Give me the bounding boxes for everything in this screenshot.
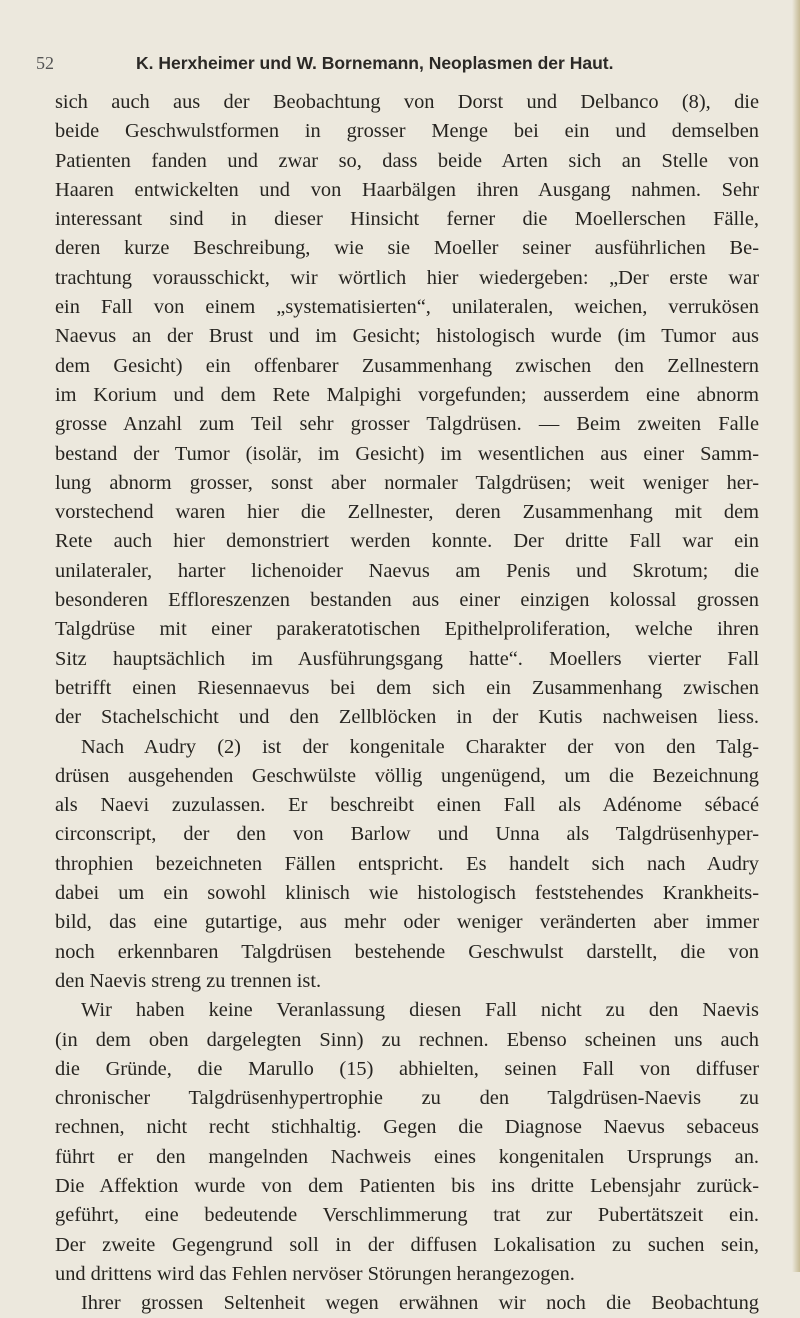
text-line: Haaren entwickelten und von Haarbälgen ihren Ausgang nahmen. Sehr	[55, 178, 759, 201]
page-number: 52	[36, 53, 54, 73]
text-line: bild, das eine gutartige, aus mehr oder weniger veränderten aber immer	[55, 911, 759, 934]
text-line: (in dem oben dargelegten Sinn) zu rechnen. Ebenso scheinen uns auch	[55, 1028, 759, 1051]
text-line: als Naevi zuzulassen. Er beschreibt einen Fall als Adénome sébacé	[55, 794, 759, 817]
text-line: chronischer Talgdrüsenhypertrophie zu den Talgdrüsen-Naevis zu	[55, 1087, 759, 1110]
text-line: throphien bezeichneten Fällen entspricht. Es handelt sich nach Audry	[55, 852, 759, 875]
text-line: Wir haben keine Veranlassung diesen Fall nicht zu den Naevis	[81, 999, 759, 1022]
text-line: dem Gesicht) ein offenbarer Zusammenhang zwischen den Zellnestern	[55, 354, 759, 377]
text-line: sich auch aus der Beobachtung von Dorst und Delbanco (8), die	[55, 91, 759, 113]
page-edge-shadow	[792, 0, 800, 1272]
text-line: bestand der Tumor (isolär, im Gesicht) im wesentlichen aus einer Samm-	[55, 442, 759, 465]
text-line: Nach Audry (2) ist der kongenitale Charakter der von den Talg-	[81, 735, 759, 758]
text-line: rechnen, nicht recht stichhaltig. Gegen die Diagnose Naevus sebaceus	[55, 1116, 759, 1139]
text-line: geführt, eine bedeutende Verschlimmerung trat zur Pubertätszeit ein.	[55, 1204, 759, 1227]
text-line: drüsen ausgehenden Geschwülste völlig ungenügend, um die Bezeichnung	[55, 764, 759, 787]
text-line: Rete auch hier demonstriert werden konnte. Der dritte Fall war ein	[55, 530, 759, 553]
text-line: beide Geschwulstformen in grosser Menge bei ein und demselben	[55, 120, 759, 143]
text-line: Naevus an der Brust und im Gesicht; histologisch wurde (im Tumor aus	[55, 325, 759, 348]
text-line: ein Fall von einem „systematisierten“, unilateralen, weichen, verrukösen	[55, 296, 759, 319]
text-line: circonscript, der den von Barlow und Unna als Talgdrüsenhyper-	[55, 823, 759, 846]
text-line: Ihrer grossen Seltenheit wegen erwähnen wir noch die Beobachtung	[81, 1292, 759, 1315]
text-line: besonderen Effloreszenzen bestanden aus einer einzigen kolossal grossen	[55, 589, 759, 612]
body-text	[55, 88, 759, 1318]
text-line: Sitz hauptsächlich im Ausführungsgang hatte“. Moellers vierter Fall	[55, 647, 759, 670]
text-line: die Gründe, die Marullo (15) abhielten, seinen Fall von diffuser	[55, 1057, 759, 1080]
text-line: deren kurze Beschreibung, wie sie Moeller seiner ausführlichen Be-	[55, 237, 759, 260]
running-title: K. Herxheimer und W. Bornemann, Neoplasmen der Haut.	[136, 53, 614, 73]
text-line: trachtung vorausschickt, wir wörtlich hier wiedergeben: „Der erste war	[55, 266, 759, 289]
text-line: vorstechend waren hier die Zellnester, deren Zusammenhang mit dem	[55, 501, 759, 524]
text-line: interessant sind in dieser Hinsicht ferner die Moellerschen Fälle,	[55, 208, 759, 231]
text-line: der Stachelschicht und den Zellblöcken in der Kutis nachweisen liess.	[55, 706, 759, 729]
text-line: lung abnorm grosser, sonst aber normaler Talgdrüsen; weit weniger her-	[55, 471, 759, 494]
text-line: Talgdrüse mit einer parakeratotischen Epithelproliferation, welche ihren	[55, 618, 759, 641]
text-line: den Naevis streng zu trennen ist.	[55, 969, 322, 992]
text-line: und drittens wird das Fehlen nervöser Störungen herangezogen.	[55, 1262, 575, 1285]
text-line: unilateraler, harter lichenoider Naevus am Penis und Skrotum; die	[55, 559, 759, 582]
text-line: dabei um ein sowohl klinisch wie histologisch feststehendes Krankheits-	[55, 882, 759, 905]
text-line: grosse Anzahl zum Teil sehr grosser Talgdrüsen. — Beim zweiten Falle	[55, 413, 759, 436]
text-line: Der zweite Gegengrund soll in der diffusen Lokalisation zu suchen sein,	[55, 1233, 759, 1256]
text-line: führt er den mangelnden Nachweis eines kongenitalen Ursprungs an.	[55, 1145, 759, 1168]
text-line: Patienten fanden und zwar so, dass beide Arten sich an Stelle von	[55, 149, 759, 172]
text-line: im Korium und dem Rete Malpighi vorgefunden; ausserdem eine abnorm	[55, 383, 759, 406]
text-line: noch erkennbaren Talgdrüsen bestehende Geschwulst darstellt, die von	[55, 940, 759, 963]
running-header	[36, 52, 766, 74]
text-line: Die Affektion wurde von dem Patienten bis ins dritte Lebensjahr zurück-	[55, 1174, 759, 1197]
text-line: betrifft einen Riesennaevus bei dem sich ein Zusammenhang zwischen	[55, 676, 759, 699]
